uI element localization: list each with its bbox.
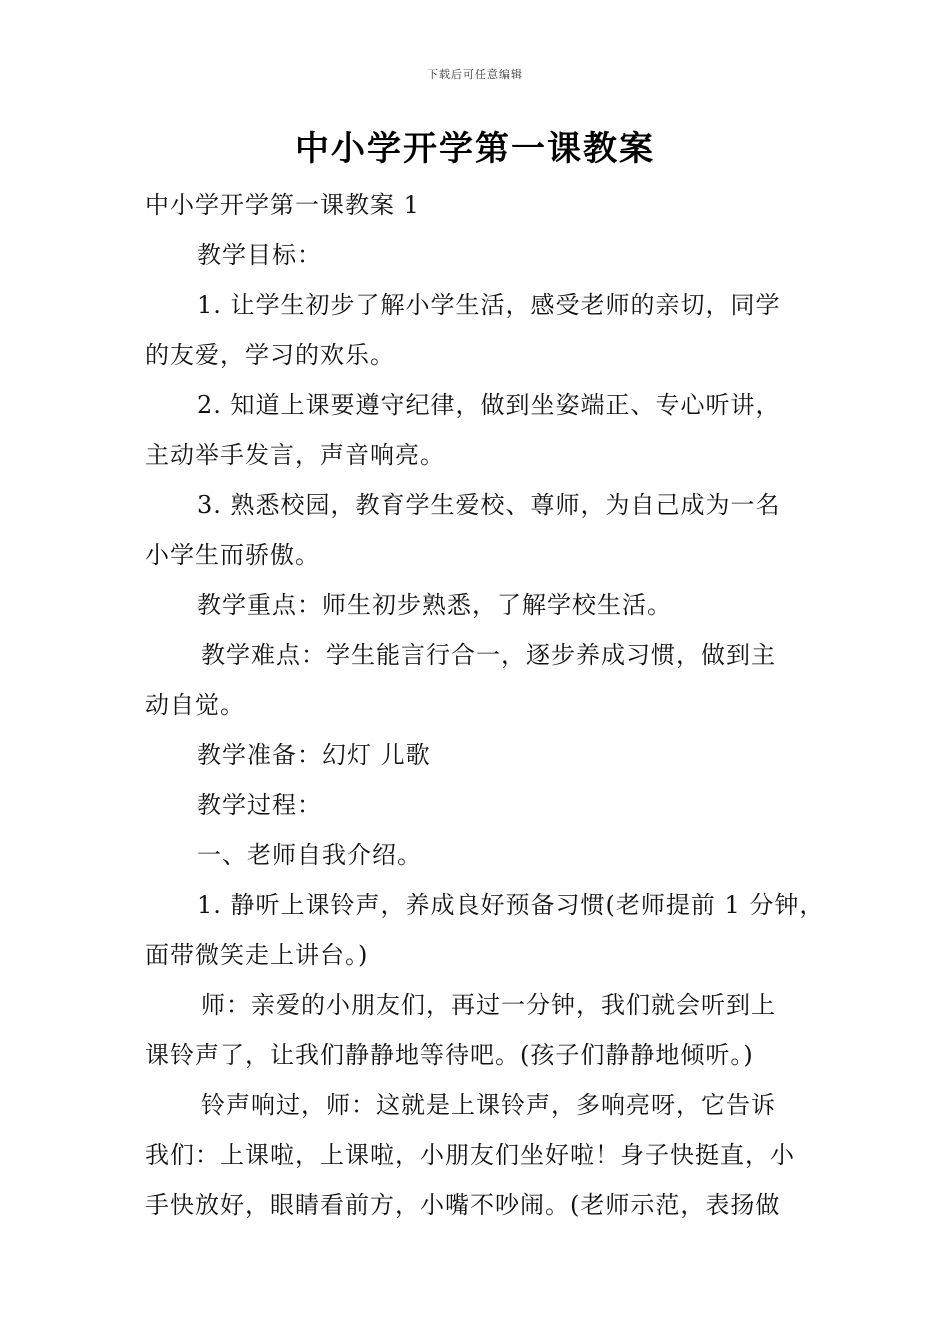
paragraph-line: 2. 知道上课要遵守纪律，做到坐姿端正、专心听讲， (197, 391, 781, 419)
paragraph-line: 面带微笑走上讲台。) (145, 941, 369, 969)
paragraph-line: 1. 静听上课铃声，养成良好预备习惯(老师提前 1 分钟， (197, 891, 825, 919)
paragraph-line: 教学过程： (197, 791, 322, 819)
paragraph-line: 主动举手发言，声音响亮。 (145, 441, 445, 469)
header-note: 下载后可任意编辑 (427, 68, 523, 81)
document-title: 中小学开学第一课教案 (295, 129, 655, 169)
paragraph-line: 手快放好，眼睛看前方，小嘴不吵闹。(老师示范，表扬做 (145, 1191, 781, 1219)
paragraph-line: 一、老师自我介绍。 (197, 841, 422, 869)
paragraph-line: 3. 熟悉校园，教育学生爱校、尊师，为自己成为一名 (197, 491, 781, 519)
paragraph-line: 小学生而骄傲。 (145, 541, 320, 569)
paragraph-line: 1. 让学生初步了解小学生活，感受老师的亲切，同学 (197, 291, 781, 319)
paragraph-line: 我们：上课啦，上课啦，小朋友们坐好啦！身子快挺直，小 (145, 1141, 795, 1169)
paragraph-line: 教学重点：师生初步熟悉，了解学校生活。 (197, 591, 672, 619)
paragraph-line: 教学难点：学生能言行合一，逐步养成习惯，做到主 (201, 641, 776, 669)
paragraph-line: 铃声响过，师：这就是上课铃声，多响亮呀，它告诉 (201, 1091, 776, 1119)
paragraph-line: 的友爱，学习的欢乐。 (145, 341, 395, 369)
paragraph-line: 师：亲爱的小朋友们，再过一分钟，我们就会听到上 (201, 991, 776, 1019)
paragraph-line: 教学准备：幻灯 儿歌 (197, 741, 431, 769)
paragraph-line: 动自觉。 (145, 691, 245, 719)
document-body (145, 180, 825, 1230)
section-heading: 中小学开学第一课教案 1 (145, 191, 420, 219)
paragraph-line: 课铃声了，让我们静静地等待吧。(孩子们静静地倾听。) (145, 1041, 754, 1069)
paragraph-line: 教学目标： (197, 241, 322, 269)
